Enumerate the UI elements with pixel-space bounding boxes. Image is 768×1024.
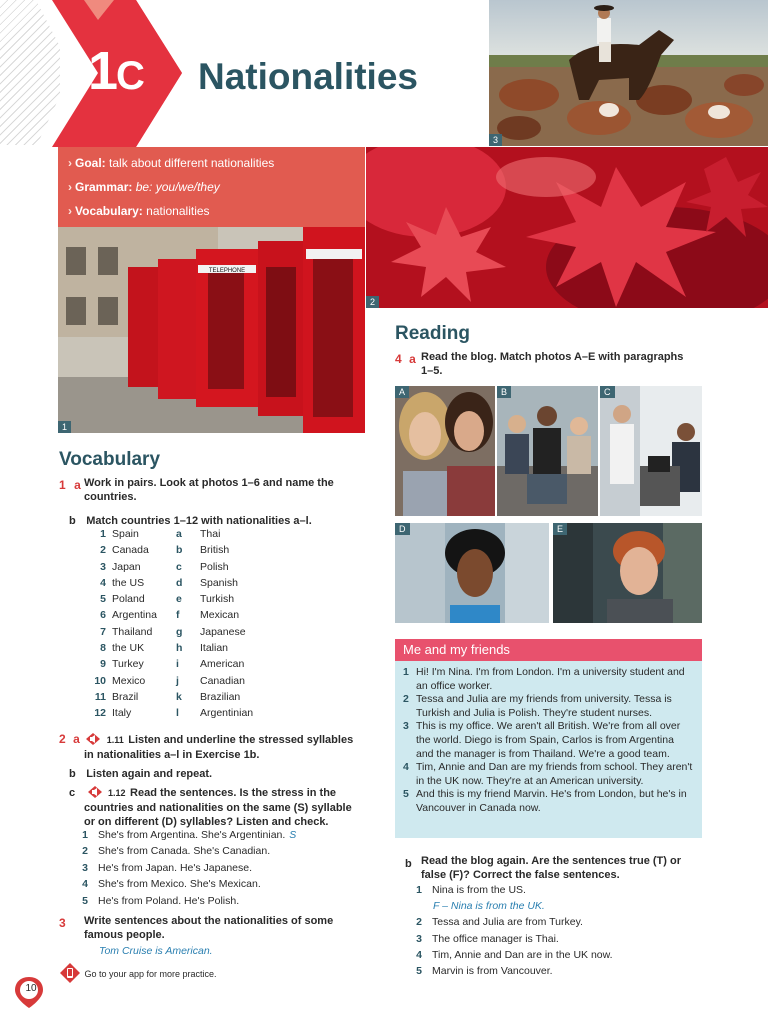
goal-row: › Goal: talk about different nationalities — [68, 156, 275, 170]
vocabulary-heading: Vocabulary — [59, 449, 161, 470]
nationality-item — [176, 691, 253, 707]
photo-d-woman — [395, 523, 549, 623]
grammar-row: › Grammar: be: you/we/they — [68, 180, 220, 194]
item-letter: a — [176, 528, 182, 540]
sentence-text: She's from Canada. She's Canadian. — [98, 845, 271, 858]
item-letter: c — [176, 560, 182, 573]
country-name: Canada — [112, 544, 149, 557]
photo-label: E — [553, 523, 567, 535]
item-letter: i — [176, 658, 179, 671]
tf-sentence: Nina is from the US. — [432, 884, 526, 896]
country-name: Brazil — [112, 690, 139, 703]
photo-b-students — [497, 386, 598, 516]
nationality-item — [176, 561, 253, 577]
item-number: 5 — [416, 964, 422, 977]
nationality-item — [176, 642, 253, 658]
country-item — [84, 593, 157, 609]
item-number: 4 — [82, 878, 88, 891]
chevron-right-icon: › — [68, 204, 72, 218]
nationality-name: Spanish — [200, 576, 238, 589]
country-item — [84, 609, 157, 625]
nationality-item — [176, 626, 253, 642]
item-number: 4 — [416, 948, 422, 961]
paragraph-number: 3 — [403, 720, 409, 733]
paragraph-text: Tessa and Julia are my friends from university. Tessa is Turkish and Julia is Polish. They're student nurses. — [416, 693, 672, 719]
nationality-item — [176, 675, 253, 691]
item-letter: j — [176, 674, 179, 687]
sentence-item — [78, 878, 368, 894]
chevron-right-icon: › — [68, 180, 72, 194]
country-item — [84, 658, 157, 674]
photo-label: 2 — [366, 296, 379, 308]
item-number: 1 — [82, 829, 88, 841]
nationality-name: Japanese — [200, 625, 246, 638]
tf-item — [414, 949, 704, 965]
paragraph-text: This is my office. We aren't all British. We're from all over the world. Diego is from Spain, Carlos is from Argentina and the manager is from Thailand. We're a good team. — [416, 720, 681, 760]
country-name: Mexico — [112, 674, 146, 687]
country-item — [84, 528, 157, 544]
exercise-3: 3 Write sentences about the nationalities of some famous people. — [59, 915, 334, 941]
country-item — [84, 642, 157, 658]
tf-item — [414, 884, 704, 900]
paragraph-number: 4 — [403, 761, 409, 774]
paragraph-number: 5 — [403, 788, 409, 801]
nationality-name: Argentinian — [200, 707, 254, 720]
country-name: Italy — [112, 707, 132, 720]
countries-list — [84, 528, 157, 724]
paragraph-text: Hi! I'm Nina. I'm from London. I'm a university student and an office worker. — [416, 666, 685, 692]
nationality-name: Brazilian — [200, 690, 241, 703]
sentence-text: He's from Japan. He's Japanese. — [98, 861, 253, 874]
country-name: the UK — [112, 642, 145, 655]
page-title: Nationalities — [198, 56, 418, 97]
tf-sentence: Tim, Annie and Dan are in the UK now. — [432, 948, 613, 961]
country-name: Argentina — [112, 609, 157, 622]
paragraph-number: 1 — [403, 666, 409, 678]
exercise-1b: b Match countries 1–12 with nationalities a–l. — [69, 515, 312, 527]
page-number: 10 — [25, 983, 37, 994]
nationality-name: Italian — [200, 642, 229, 655]
item-number: 1 — [416, 884, 422, 896]
country-item — [84, 544, 157, 560]
item-number: 5 — [82, 894, 88, 907]
country-name: Thailand — [112, 625, 153, 638]
item-number: 7 — [100, 625, 106, 638]
nationality-name: Thai — [200, 528, 221, 540]
app-practice-note[interactable]: Go to your app for more practice. — [60, 963, 217, 983]
item-number: 2 — [100, 544, 106, 557]
country-name: Spain — [112, 528, 139, 540]
tf-item — [414, 965, 704, 981]
item-letter: e — [176, 593, 182, 606]
chevron-right-icon: › — [68, 156, 72, 170]
item-number: 5 — [100, 593, 106, 606]
country-item — [84, 561, 157, 577]
item-number: 3 — [82, 861, 88, 874]
item-letter: b — [176, 544, 183, 557]
exercise-4a: 4 a Read the blog. Match photos A–E with paragraphs 1–5. — [395, 351, 684, 377]
item-letter: g — [176, 625, 183, 638]
nationality-name: American — [200, 658, 245, 671]
country-name: the US — [112, 576, 145, 589]
sentence-answer: S — [289, 829, 297, 841]
reading-heading: Reading — [395, 323, 470, 344]
item-number: 11 — [94, 690, 106, 703]
tf-sentence: The office manager is Thai. — [432, 932, 559, 945]
country-name: Poland — [112, 593, 145, 606]
photo-1-telephone-boxes — [58, 227, 365, 433]
nationalities-list — [176, 528, 253, 724]
item-letter: l — [176, 707, 179, 720]
exercise-2a: 2 a 1.11 Listen and underline the stressed syllables in nationalities a–l in Exercise 1b. — [59, 732, 354, 761]
tf-item — [414, 933, 704, 949]
photo-c-office — [600, 386, 702, 516]
country-item — [84, 691, 157, 707]
item-number: 3 — [416, 932, 422, 945]
item-number: 1 — [100, 528, 106, 540]
nationality-item — [176, 593, 253, 609]
blog-paragraph — [403, 720, 694, 761]
photo-label: B — [497, 386, 511, 398]
nationality-item — [176, 544, 253, 560]
country-item — [84, 577, 157, 593]
nationality-name: British — [200, 544, 230, 557]
photo-e-man — [553, 523, 702, 623]
paragraph-text: And this is my friend Marvin. He's from London, but he's in Vancouver in Canada now. — [416, 788, 687, 814]
blog-paragraph — [403, 788, 694, 815]
item-number: 6 — [100, 609, 106, 622]
unit-number: 1C — [88, 41, 143, 101]
nationality-name: Polish — [200, 560, 229, 573]
country-item — [84, 626, 157, 642]
nationality-name: Mexican — [200, 609, 240, 622]
blog-paragraph — [403, 761, 694, 788]
nationality-item — [176, 528, 253, 544]
photo-label: A — [395, 386, 409, 398]
country-name: Turkey — [112, 658, 144, 671]
country-name: Japan — [112, 560, 141, 573]
item-number: 9 — [100, 658, 106, 671]
country-item — [84, 675, 157, 691]
item-number: 4 — [100, 576, 106, 589]
nationality-name: Turkish — [200, 593, 235, 606]
photo-a-two-friends — [395, 386, 495, 516]
item-number: 12 — [94, 707, 106, 720]
tf-item — [414, 916, 704, 932]
nationality-item — [176, 577, 253, 593]
sentence-text: She's from Mexico. She's Mexican. — [98, 878, 261, 891]
telephone-sign: TELEPHONE — [208, 268, 246, 274]
nationality-name: Canadian — [200, 674, 245, 687]
item-letter: f — [176, 609, 180, 622]
sentence-item — [78, 895, 368, 911]
photo-label: D — [395, 523, 410, 535]
audio-icon[interactable] — [86, 785, 104, 799]
audio-icon[interactable] — [84, 732, 102, 746]
item-number: 3 — [100, 560, 106, 573]
stress-sentences-list — [78, 829, 368, 911]
exercise-1a: 1 a Work in pairs. Look at photos 1–6 and name the countries. — [59, 477, 334, 503]
photo-2-maple-leaves — [366, 147, 768, 308]
tf-sentence: Marvin is from Vancouver. — [432, 964, 553, 977]
nationality-item — [176, 609, 253, 625]
blog-title: Me and my friends — [395, 639, 702, 661]
photo-label: 3 — [489, 134, 502, 146]
item-number: 10 — [94, 674, 106, 687]
photo-3-gaucho — [489, 0, 768, 146]
phone-app-icon — [60, 963, 80, 983]
paragraph-number: 2 — [403, 693, 409, 706]
item-letter: k — [176, 690, 182, 703]
sentence-text: She's from Argentina. She's Argentinian. — [98, 829, 286, 841]
exercise-3-example: Tom Cruise is American. — [99, 945, 213, 957]
item-number: 8 — [100, 642, 106, 655]
sentence-item — [78, 862, 368, 878]
true-false-list — [414, 884, 704, 981]
item-letter: d — [176, 576, 183, 589]
blog-paragraph — [403, 666, 694, 693]
exercise-2c: c 1.12 Read the sentences. Is the stress in the countries and nationalities on the same (S) syllable or on different (D) syllables? Listen and check. — [69, 783, 369, 829]
vocabulary-row: › Vocabulary: nationalities — [68, 204, 210, 218]
item-number: 2 — [416, 916, 422, 929]
paragraph-text: Tim, Annie and Dan are my friends from school. They aren't in the UK now. They're at an American university. — [416, 761, 693, 787]
goals-box — [58, 147, 365, 227]
country-item — [84, 707, 157, 723]
sentence-text: He's from Poland. He's Polish. — [98, 894, 240, 907]
tf-sentence: Tessa and Julia are from Turkey. — [432, 916, 583, 929]
exercise-4b: b Read the blog again. Are the sentences true (T) or false (F)? Correct the false sentences. — [405, 855, 681, 881]
exercise-2b: b Listen again and repeat. — [69, 768, 213, 780]
photo-label: 1 — [58, 421, 71, 433]
item-letter: h — [176, 642, 183, 655]
tf-example-answer: F – Nina is from the UK. — [433, 900, 545, 913]
nationality-item — [176, 658, 253, 674]
item-number: 2 — [82, 845, 88, 858]
nationality-item — [176, 707, 253, 723]
blog-body — [395, 661, 702, 838]
sentence-item — [78, 829, 368, 845]
photo-label: C — [600, 386, 615, 398]
blog-paragraph — [403, 693, 694, 720]
sentence-item — [78, 845, 368, 861]
